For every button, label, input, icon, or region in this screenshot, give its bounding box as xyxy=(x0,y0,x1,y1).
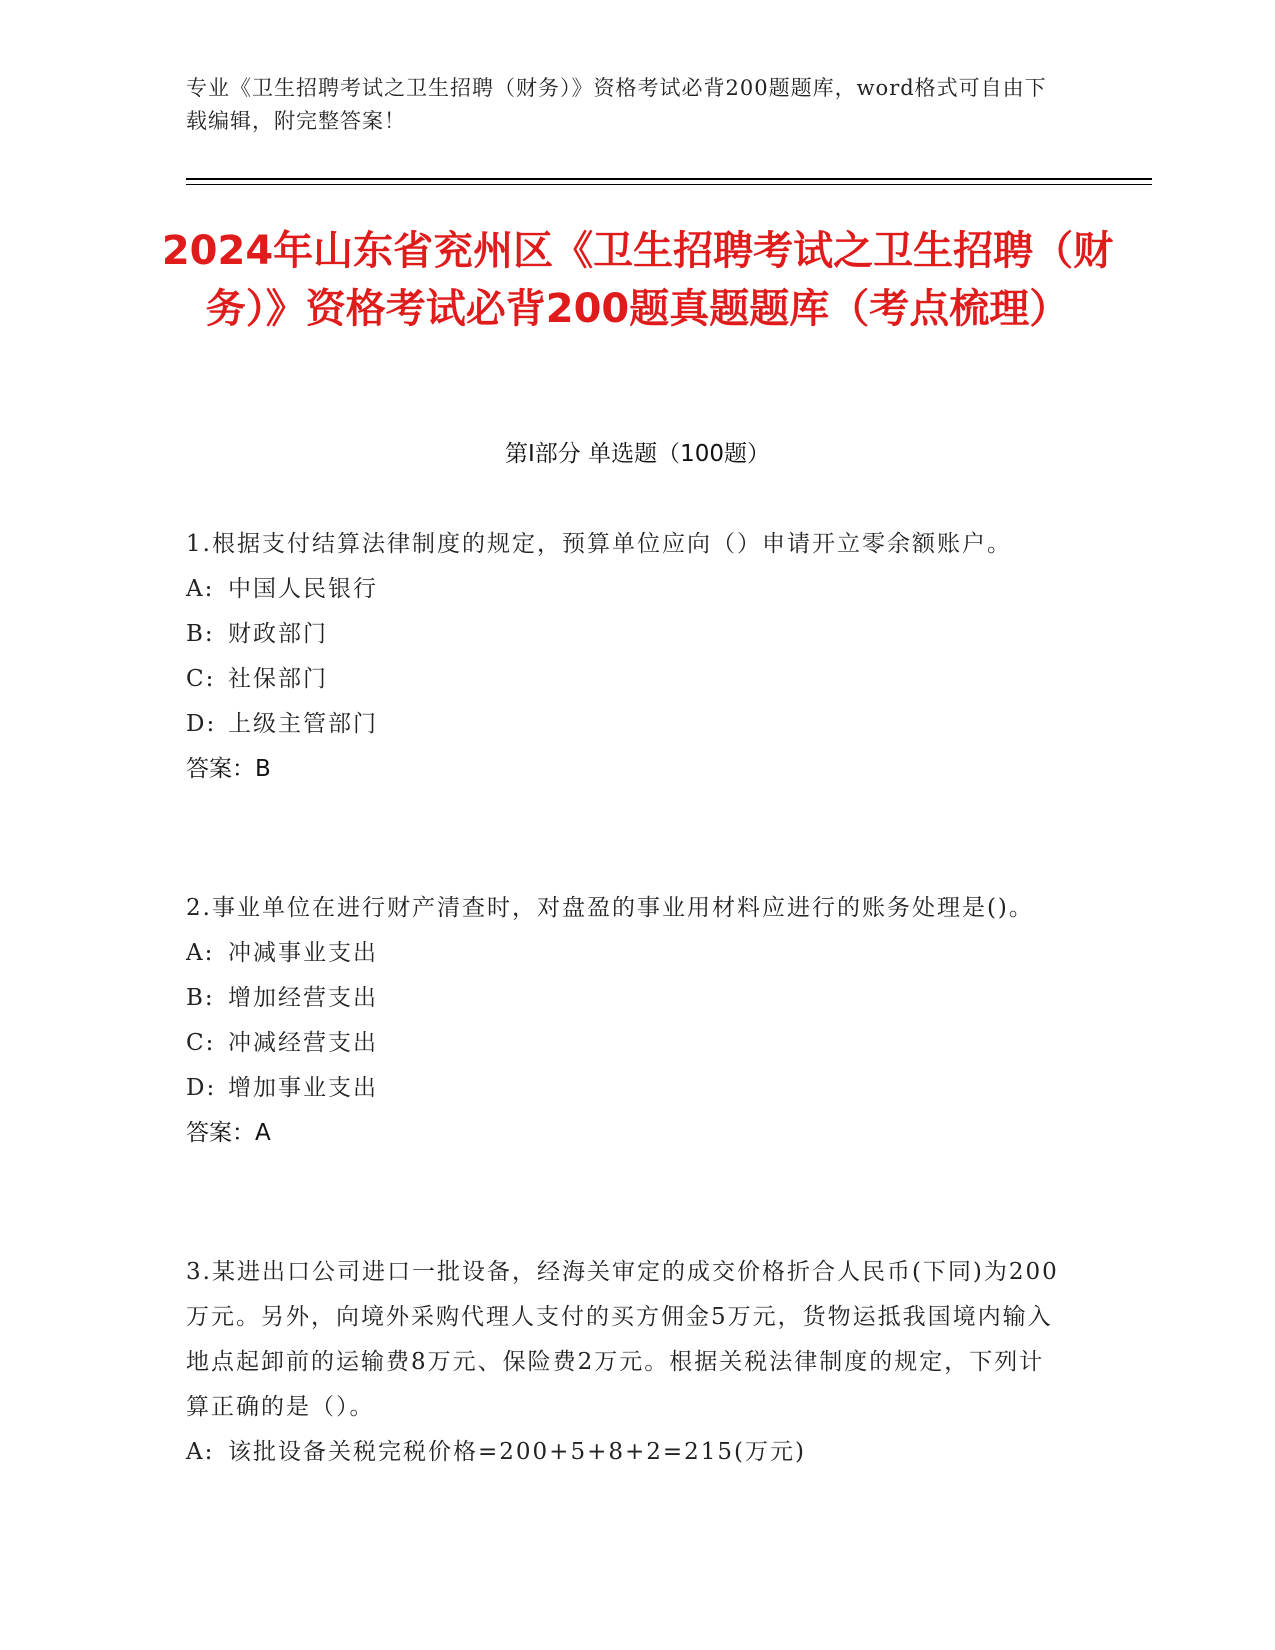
option-text: 财政部门 xyxy=(228,621,328,647)
option-text: 冲减事业支出 xyxy=(228,940,378,966)
question-item xyxy=(186,522,1066,792)
option-key: A: xyxy=(186,1439,215,1465)
option-text: 冲减经营支出 xyxy=(228,1030,378,1056)
question-option xyxy=(186,702,1066,747)
option-key: D: xyxy=(186,711,217,737)
question-option xyxy=(186,976,1066,1021)
document-title: 2024年山东省兖州区《卫生招聘考试之卫生招聘（财务）》资格考试必背200题真题题库（考点梳理） xyxy=(161,228,1114,332)
question-answer: 答案：B xyxy=(186,756,271,782)
question-option xyxy=(186,1066,1066,1111)
option-key: C: xyxy=(186,666,216,692)
header-divider-thin xyxy=(186,184,1152,185)
question-option xyxy=(186,1430,1066,1475)
question-option xyxy=(186,612,1066,657)
option-key: A: xyxy=(186,940,215,966)
option-text: 社保部门 xyxy=(228,666,328,692)
question-stem: 3.某进出口公司进口一批设备，经海关审定的成交价格折合人民币(下同)为200万元。另外，向境外采购代理人支付的买方佣金5万元，货物运抵我国境内输入地点起卸前的运输费8万元、保险费2万元。根据关税法律制度的规定，下列计算正确的是（）。 xyxy=(186,1259,1059,1420)
header-divider-thick xyxy=(186,178,1152,180)
option-key: A: xyxy=(186,576,215,602)
option-text: 上级主管部门 xyxy=(228,711,378,737)
option-text: 增加经营支出 xyxy=(228,985,378,1011)
option-key: C: xyxy=(186,1030,216,1056)
question-item xyxy=(186,886,1066,1156)
question-stem: 1.根据支付结算法律制度的规定，预算单位应向（）申请开立零余额账户。 xyxy=(186,531,1012,557)
option-key: B: xyxy=(186,621,215,647)
question-option xyxy=(186,931,1066,976)
question-item xyxy=(186,1250,1066,1475)
question-answer: 答案：A xyxy=(186,1120,271,1146)
question-option xyxy=(186,567,1066,612)
option-text: 增加事业支出 xyxy=(228,1075,378,1101)
question-stem: 2.事业单位在进行财产清查时，对盘盈的事业用材料应进行的账务处理是()。 xyxy=(186,895,1034,921)
header-note: 专业《卫生招聘考试之卫生招聘（财务）》资格考试必背200题题库，word格式可自由下载编辑，附完整答案！ xyxy=(186,76,1047,133)
option-text: 该批设备关税完税价格=200+5+8+2=215(万元) xyxy=(228,1439,807,1465)
option-text: 中国人民银行 xyxy=(228,576,378,602)
question-option xyxy=(186,657,1066,702)
section-title: 第I部分 单选题（100题） xyxy=(505,441,770,467)
option-key: B: xyxy=(186,985,215,1011)
question-option xyxy=(186,1021,1066,1066)
option-key: D: xyxy=(186,1075,217,1101)
